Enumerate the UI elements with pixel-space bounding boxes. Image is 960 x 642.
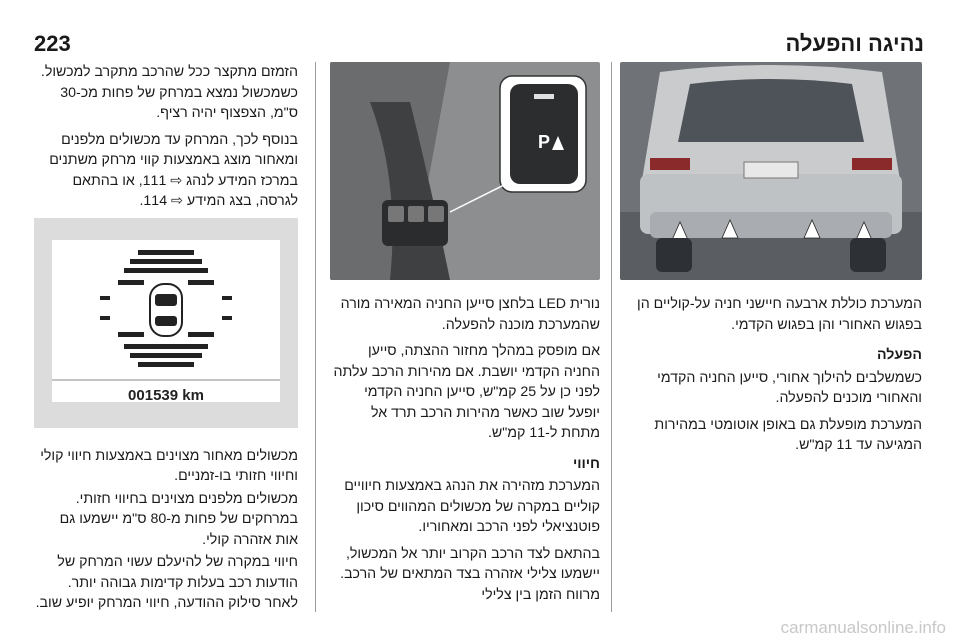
rear-obstacles-paragraph: מכשולים מאחור מצוינים באמצעות חיווי קולי וחיווי חזותי בו-זמניים. bbox=[40, 447, 298, 484]
park-assist-button-photo bbox=[330, 62, 600, 280]
page-title: נהיגה והפעלה bbox=[785, 31, 924, 56]
page-number: 223 bbox=[34, 31, 71, 56]
column-left bbox=[34, 62, 298, 620]
distance-lines-paragraph: בנוסף לכך, המרחק עד מכשולים מלפנים ומאחור מוצג באמצעות קווי מרחק משתנים במרכז המידע לנהג ⇨ 111, או בהתאם לגרסה, בצג המידע ⇨ 114. bbox=[49, 131, 298, 209]
section-heading-indication: חיווי bbox=[572, 455, 600, 472]
page-header bbox=[34, 26, 924, 62]
activation-paragraph-1: כשמשלבים להילוך אחורי, סייען החניה הקדמי והאחורי מוכנים להפעלה. bbox=[657, 369, 922, 406]
car-rear-illustration bbox=[620, 62, 922, 280]
front-obstacles-paragraph: מכשולים מלפנים מצוינים בחיווי חזותי. במרחקים של פחות מ-80 ס"מ יישמעו גם אות אזהרה קולי. bbox=[59, 490, 298, 548]
activation-paragraph-2: המערכת מופעלת גם באופן אוטומטי במהירות המגיעה עד 11 קמ"ש. bbox=[654, 416, 922, 453]
column-right bbox=[620, 62, 922, 462]
intro-paragraph: המערכת כוללת ארבעה חיישני חניה על-קוליים הן בפגוש האחורי והן בפגוש הקדמי. bbox=[637, 296, 922, 333]
watermark: carmanualsonline.info bbox=[780, 618, 946, 637]
section-heading-activation: הפעלה bbox=[876, 347, 922, 363]
svg-text:P: P bbox=[537, 132, 551, 152]
column-middle bbox=[330, 62, 600, 611]
buzzer-paragraph: הזמזם מתקצר ככל שהרכב מתקרב למכשול. כשמכשול נמצא במרחק של פחות מכ-30 ס"מ, הצפצוף יהיה רציף. bbox=[40, 64, 298, 121]
odometer-readout: 001539 km bbox=[128, 387, 204, 404]
rear-sensors-photo bbox=[620, 62, 922, 280]
column-divider-right bbox=[611, 62, 612, 612]
indication-paragraph-2: בהתאם לצד הרכב הקרוב יותר אל המכשול, יישמעו צלילי אזהרה בצד המתאים של הרכב. מרווח הזמן בין צלילי bbox=[340, 545, 600, 603]
led-paragraph: נורית LED בלחצן סייען החניה המאירה מורה שהמערכת מוכנה להפעלה. bbox=[340, 296, 600, 333]
indication-paragraph-1: המערכת מזהירה את הנהג באמצעות חיוויים קוליים במקרה של מכשולים המהווים סיכון פוטנציאלי לפני הרכב ומאחוריו. bbox=[344, 478, 600, 535]
column-divider-left bbox=[315, 62, 316, 612]
priority-messages-paragraph: חיווי במקרה של להיעלם עשוי המרחק של הודעות רכב בעלות קדימות גבוהה יותר. לאחר סילוק ההודעה, חיווי המרחק יופיע שוב. bbox=[35, 554, 298, 611]
deactivation-paragraph: אם מופסק במהלך מחזור ההצתה, סייען החניה הקדמי יושבת. אם מהירות הרכב עלתה לפני כן על 25 קמ"ש, סייען החניה הקדמי יופעל שוב כאשר מהירות הרכב תרד אל מתחת ל-11 קמ"ש. bbox=[333, 343, 600, 441]
button-illustration bbox=[330, 62, 600, 280]
parking-display-illustration bbox=[34, 218, 298, 428]
